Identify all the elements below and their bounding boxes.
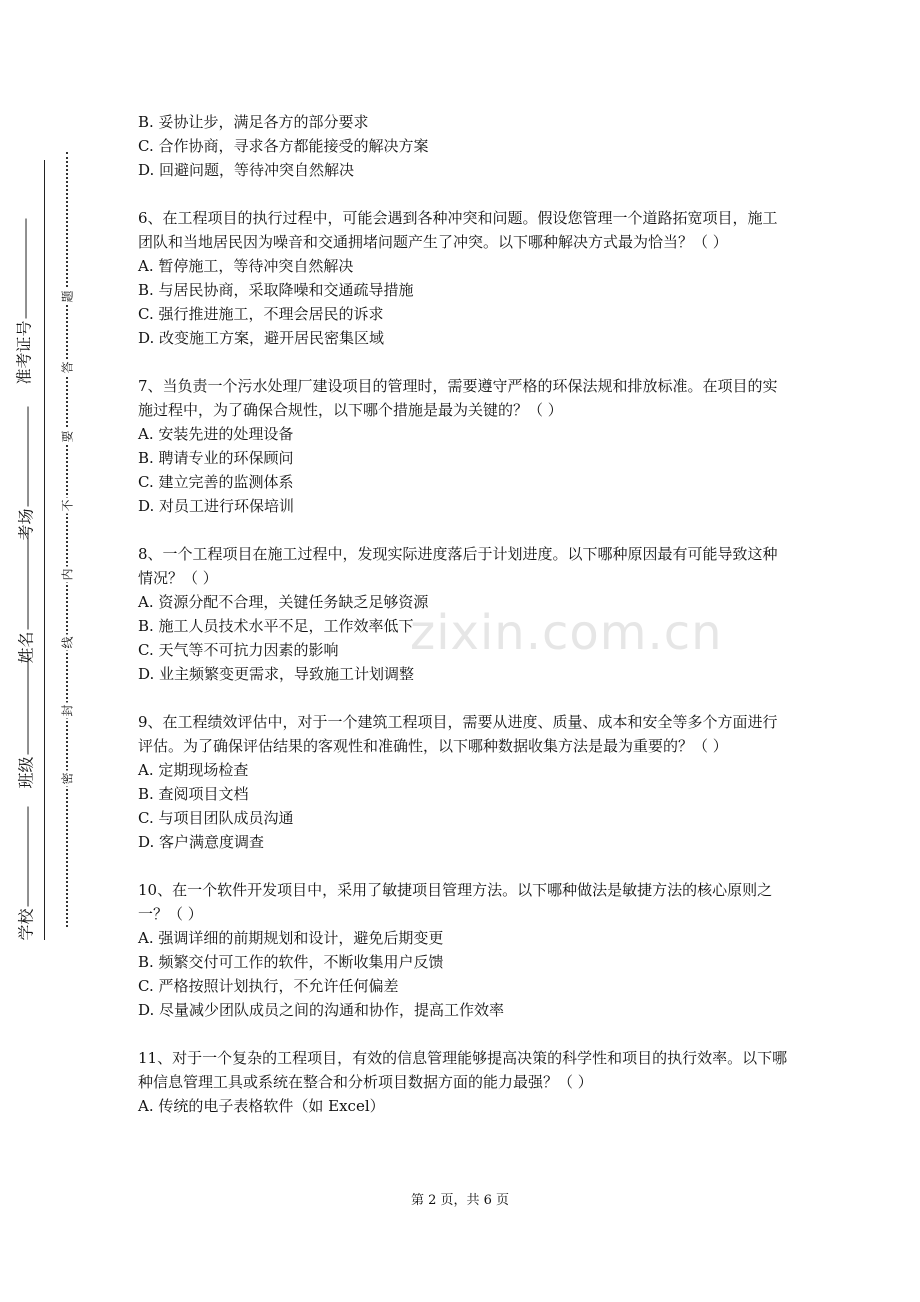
option-b: B. 妥协让步，满足各方的部分要求 bbox=[138, 113, 369, 131]
question-stem: 6、在工程项目的执行过程中，可能会遇到各种冲突和问题。假设您管理一个道路拓宽项目，施工团队和当地居民因为噪音和交通拥堵问题产生了冲突。以下哪种解决方式最为恰当？（ ） bbox=[138, 209, 778, 251]
option-c: C. 天气等不可抗力因素的影响 bbox=[138, 641, 339, 659]
seal-char: 答 bbox=[60, 361, 75, 374]
option-d: D. 对员工进行环保培训 bbox=[138, 497, 295, 515]
seal-char: 题 bbox=[60, 290, 75, 303]
seal-char: 要 bbox=[60, 430, 75, 443]
option-b: B. 与居民协商，采取降噪和交通疏导措施 bbox=[138, 281, 414, 299]
question-6 bbox=[138, 206, 788, 350]
question-stem: 10、在一个软件开发项目中，采用了敏捷项目管理方法。以下哪种做法是敏捷方法的核心原则之一？（ ） bbox=[138, 881, 773, 923]
field-school: 学校 bbox=[14, 806, 37, 940]
seal-char: 密 bbox=[60, 772, 75, 785]
field-school-blank bbox=[26, 806, 28, 906]
option-d: D. 业主频繁变更需求，导致施工计划调整 bbox=[138, 665, 415, 683]
option-b: B. 查阅项目文档 bbox=[138, 785, 249, 803]
question-7 bbox=[138, 374, 788, 518]
field-ticket-number-blank bbox=[24, 218, 26, 318]
field-class: 班级 bbox=[14, 654, 37, 788]
field-ticket-number: 准考证号 bbox=[12, 218, 35, 384]
question-8 bbox=[138, 542, 788, 686]
option-b: B. 施工人员技术水平不足，工作效率低下 bbox=[138, 617, 414, 635]
question-stem: 9、在工程绩效评估中，对于一个建筑工程项目，需要从进度、质量、成本和安全等多个方面进行评估。为了确保评估结果的客观性和准确性，以下哪种数据收集方法是最为重要的？（ ） bbox=[138, 713, 778, 755]
question-stem: 8、一个工程项目在施工过程中，发现实际进度落后于计划进度。以下哪种原因最有可能导致这种情况？（ ） bbox=[138, 545, 778, 587]
seal-char: 线 bbox=[60, 636, 75, 649]
binding-margin bbox=[0, 0, 120, 1302]
question-5-continued bbox=[138, 110, 788, 182]
option-c: C. 强行推进施工，不理会居民的诉求 bbox=[138, 305, 384, 323]
option-a: A. 定期现场检查 bbox=[138, 761, 249, 779]
field-exam-room-blank bbox=[26, 406, 28, 506]
seal-char: 封 bbox=[60, 704, 75, 717]
question-11 bbox=[138, 1046, 788, 1118]
option-a: A. 安装先进的处理设备 bbox=[138, 425, 294, 443]
option-d: D. 客户满意度调查 bbox=[138, 833, 265, 851]
seal-char: 不 bbox=[60, 499, 75, 512]
option-c: C. 建立完善的监测体系 bbox=[138, 473, 294, 491]
option-d: D. 回避问题，等待冲突自然解决 bbox=[138, 161, 355, 179]
option-a: A. 暂停施工，等待冲突自然解决 bbox=[138, 257, 354, 275]
option-c: C. 与项目团队成员沟通 bbox=[138, 809, 294, 827]
question-stem: 7、当负责一个污水处理厂建设项目的管理时，需要遵守严格的环保法规和排放标准。在项目的实施过程中，为了确保合规性，以下哪个措施是最为关键的？（ ） bbox=[138, 377, 778, 419]
question-stem: 11、对于一个复杂的工程项目，有效的信息管理能够提高决策的科学性和项目的执行效率。以下哪种信息管理工具或系统在整合和分析项目数据方面的能力最强？（ ） bbox=[138, 1049, 788, 1091]
question-10 bbox=[138, 878, 788, 1022]
option-d: D. 尽量减少团队成员之间的沟通和协作，提高工作效率 bbox=[138, 1001, 505, 1019]
watermark: zixin.com.cn bbox=[410, 605, 723, 661]
question-9 bbox=[138, 710, 788, 854]
question-list bbox=[138, 110, 788, 1142]
option-b: B. 聘请专业的环保顾问 bbox=[138, 449, 294, 467]
field-exam-room: 考场 bbox=[14, 406, 37, 540]
field-class-blank bbox=[26, 654, 28, 754]
option-a: A. 传统的电子表格软件（如 Excel） bbox=[138, 1097, 385, 1115]
seal-char: 内 bbox=[60, 568, 75, 581]
option-a: A. 强调详细的前期规划和设计，避免后期变更 bbox=[138, 929, 444, 947]
option-c: C. 严格按照计划执行，不允许任何偏差 bbox=[138, 977, 399, 995]
option-a: A. 资源分配不合理，关键任务缺乏足够资源 bbox=[138, 593, 429, 611]
binding-solid-line bbox=[44, 160, 45, 940]
seal-dotted-line bbox=[66, 152, 68, 927]
page-number: 第 2 页，共 6 页 bbox=[410, 1193, 510, 1208]
field-name: 姓名 bbox=[14, 529, 37, 663]
option-c: C. 合作协商，寻求各方都能接受的解决方案 bbox=[138, 137, 429, 155]
option-b: B. 频繁交付可工作的软件，不断收集用户反馈 bbox=[138, 953, 444, 971]
option-d: D. 改变施工方案，避开居民密集区域 bbox=[138, 329, 385, 347]
field-name-blank bbox=[26, 529, 28, 629]
